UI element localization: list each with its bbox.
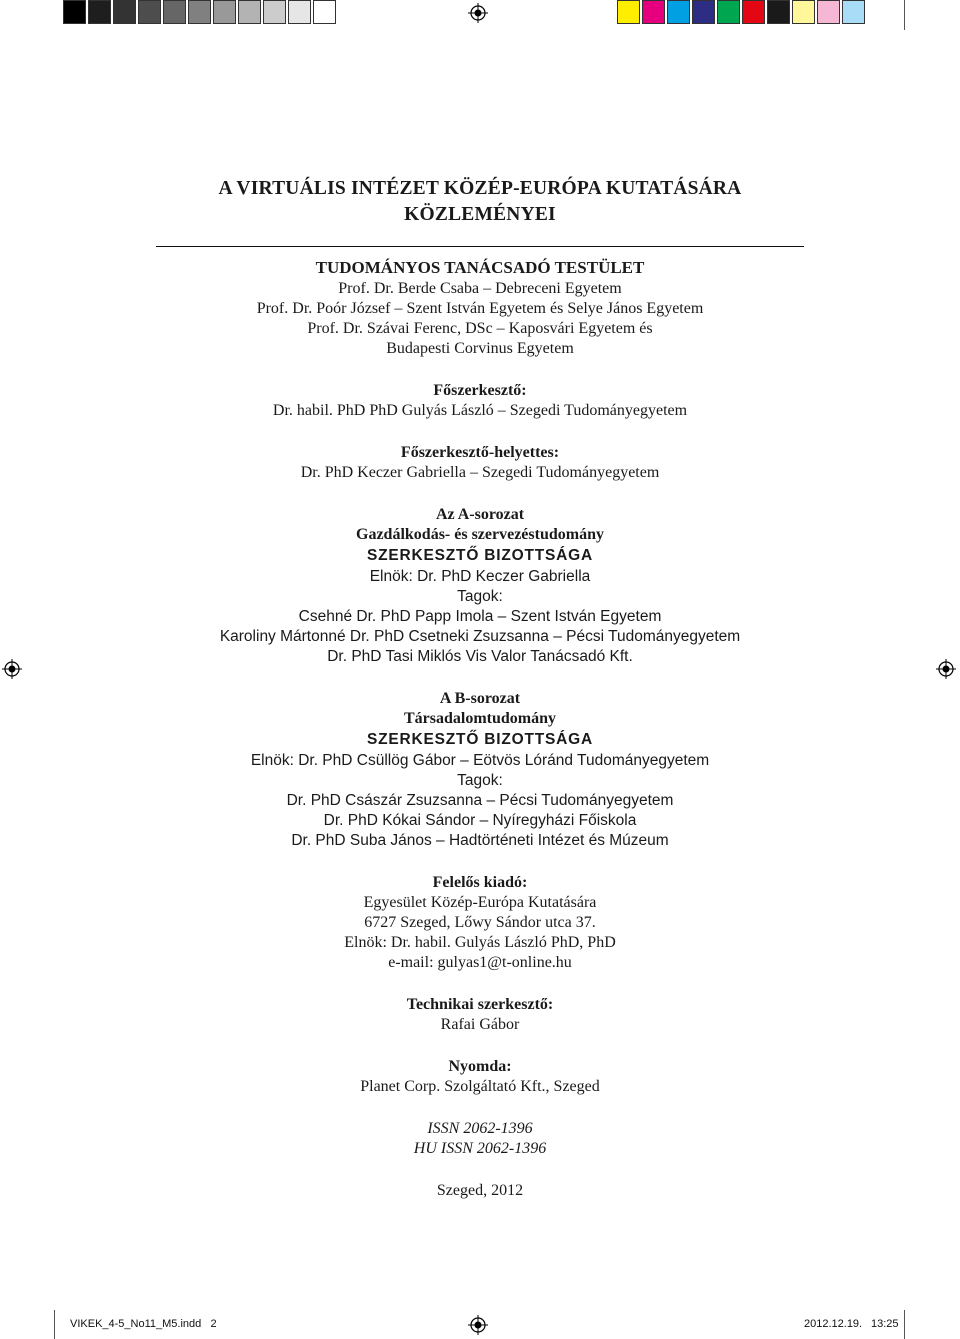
publisher-label: Felelős kiadó: <box>432 874 528 891</box>
series-a-members-label: Tagok: <box>457 588 503 605</box>
series-a-chair: Elnök: Dr. PhD Keczer Gabriella <box>369 568 591 585</box>
process-color-swatch <box>817 0 840 24</box>
technical-editor-label: Technikai szerkesztő: <box>406 996 554 1013</box>
series-b-board-heading: SZERKESZTŐ BIZOTTSÁGA <box>366 731 594 748</box>
crop-mark-bottom-right <box>904 1310 905 1339</box>
series-b-members-label: Tagok: <box>457 772 503 789</box>
series-b-chair: Elnök: Dr. PhD Csüllög Gábor – Eötvös Lóránd Tudományegyetem <box>250 752 710 769</box>
printer-name: Planet Corp. Szolgáltató Kft., Szeged <box>360 1078 600 1095</box>
crop-mark-bottom-left <box>54 1310 55 1339</box>
gray-swatch <box>238 0 261 24</box>
deputy-editor-label: Főszerkesztő-helyettes: <box>400 444 560 461</box>
process-color-swatch <box>742 0 765 24</box>
registration-mark-right-icon <box>936 659 956 679</box>
gray-swatch <box>113 0 136 24</box>
crop-mark-top-right <box>904 0 905 30</box>
process-color-swatch <box>667 0 690 24</box>
series-a-member: Karoliny Mártonné Dr. PhD Csetneki Zsuzsanna – Pécsi Tudományegyetem <box>219 628 741 645</box>
imprint-page <box>160 176 800 1201</box>
hu-issn: HU ISSN 2062-1396 <box>413 1140 547 1157</box>
process-color-swatch <box>767 0 790 24</box>
issn: ISSN 2062-1396 <box>427 1120 533 1137</box>
series-a-member: Dr. PhD Tasi Miklós Vis Valor Tanácsadó Kft. <box>327 648 633 665</box>
editor-in-chief-name: Dr. habil. PhD PhD Gulyás László – Szegedi Tudományegyetem <box>272 402 688 419</box>
process-color-swatch <box>642 0 665 24</box>
gray-swatch <box>63 0 86 24</box>
series-a-title: Az A-sorozat <box>435 506 525 523</box>
slug-time: 13:25 <box>871 1318 899 1330</box>
gray-swatch <box>88 0 111 24</box>
slug-date: 2012.12.19. <box>804 1318 863 1330</box>
publisher-line: Elnök: Dr. habil. Gulyás László PhD, PhD <box>344 934 616 951</box>
technical-editor-name: Rafai Gábor <box>440 1016 520 1033</box>
publisher-line: Egyesület Közép-Európa Kutatására <box>363 894 597 911</box>
process-color-bar <box>617 0 867 27</box>
series-a-member: Csehné Dr. PhD Papp Imola – Szent István Egyetem <box>298 608 662 625</box>
series-a-board-heading: SZERKESZTŐ BIZOTTSÁGA <box>366 547 594 564</box>
editor-in-chief-label: Főszerkesztő: <box>433 382 527 399</box>
series-title-line1: A VIRTUÁLIS INTÉZET KÖZÉP-EURÓPA KUTATÁSÁRA <box>218 178 742 199</box>
registration-mark-left-icon <box>2 659 22 679</box>
process-color-swatch <box>717 0 740 24</box>
place-and-date: Szeged, 2012 <box>436 1182 524 1199</box>
gray-swatch <box>288 0 311 24</box>
printer-label: Nyomda: <box>448 1058 512 1075</box>
title-divider <box>156 246 804 247</box>
series-title-line2: KÖZLEMÉNYEI <box>404 204 556 225</box>
gray-swatch <box>188 0 211 24</box>
indd-file-slug: VIKEK_4-5_No11_M5.indd 2 <box>70 1318 217 1330</box>
deputy-editor-name: Dr. PhD Keczer Gabriella – Szegedi Tudományegyetem <box>300 464 660 481</box>
gray-swatch <box>213 0 236 24</box>
process-color-swatch <box>792 0 815 24</box>
series-b-member: Dr. PhD Suba János – Hadtörténeti Intézet és Múzeum <box>291 832 669 849</box>
series-b-member: Dr. PhD Kókai Sándor – Nyíregyházi Főiskola <box>323 812 637 829</box>
series-b-member: Dr. PhD Császár Zsuzsanna – Pécsi Tudományegyetem <box>286 792 674 809</box>
advisory-board-heading: TUDOMÁNYOS TANÁCSADÓ TESTÜLET <box>315 258 645 277</box>
publisher-line: 6727 Szeged, Lőwy Sándor utca 37. <box>364 914 596 931</box>
gray-swatch <box>263 0 286 24</box>
series-b-title: A B-sorozat <box>439 690 521 707</box>
process-color-swatch <box>692 0 715 24</box>
process-color-swatch <box>842 0 865 24</box>
advisory-member: Prof. Dr. Poór József – Szent István Egyetem és Selye János Egyetem <box>256 300 704 317</box>
registration-mark-bottom-icon <box>468 1315 488 1335</box>
process-color-swatch <box>617 0 640 24</box>
gray-swatch <box>163 0 186 24</box>
advisory-member: Prof. Dr. Szávai Ferenc, DSc – Kaposvári Egyetem és <box>307 320 653 337</box>
gray-swatch <box>138 0 161 24</box>
registration-mark-top-icon <box>468 3 488 23</box>
advisory-member: Budapesti Corvinus Egyetem <box>386 340 574 357</box>
series-a-subtitle: Gazdálkodás- és szervezéstudomány <box>356 526 604 543</box>
publisher-email: e-mail: gulyas1@t-online.hu <box>388 954 572 971</box>
series-b-subtitle: Társadalomtudomány <box>403 710 557 727</box>
advisory-member: Prof. Dr. Berde Csaba – Debreceni Egyetem <box>338 280 622 297</box>
grayscale-color-bar <box>63 0 338 27</box>
gray-swatch <box>313 0 336 24</box>
